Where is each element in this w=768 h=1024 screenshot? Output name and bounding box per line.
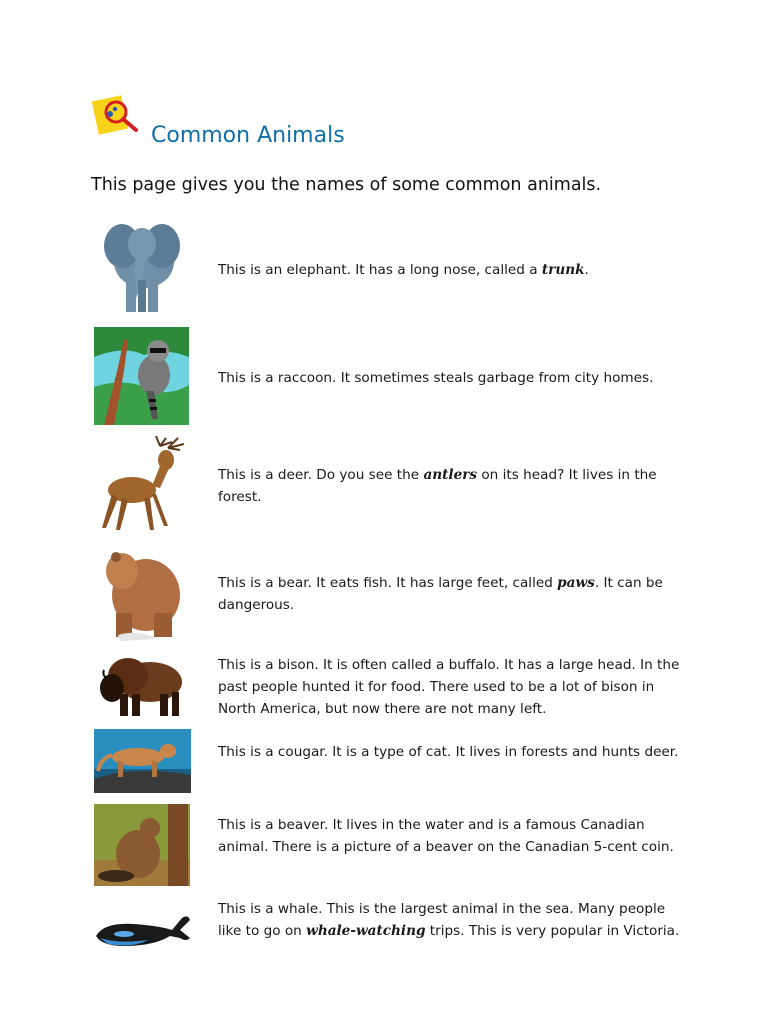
animal-description: This is a deer. Do you see the antlers on its head? It lives in the forest. (218, 467, 657, 505)
page-title: Common Animals (151, 123, 345, 148)
bear-icon (98, 543, 186, 641)
animal-description: This is a whale. This is the largest animal in the sea. Many people like to go on whale-watching trips. This is very popular in Victoria. (218, 901, 680, 939)
bison-icon (98, 652, 184, 718)
magnifier-animal-icon (92, 94, 152, 140)
cougar-icon (94, 729, 191, 793)
elephant-icon (100, 220, 182, 318)
beaver-icon (94, 804, 190, 886)
animal-description: This is an elephant. It has a long nose, called a trunk. (218, 262, 589, 278)
animal-description: This is a beaver. It lives in the water and is a famous Canadian animal. There is a picture of a beaver on the Canadian 5-cent coin. (218, 817, 674, 855)
animal-description: This is a bison. It is often called a buffalo. It has a large head. In the past people hunted it for food. There used to be a lot of bison in North America, but now there are not many left. (218, 657, 680, 717)
deer-icon (94, 436, 190, 532)
animal-description: This is a cougar. It is a type of cat. It lives in forests and hunts deer. (218, 744, 679, 760)
raccoon-icon (94, 327, 189, 425)
animal-description: This is a bear. It eats fish. It has large feet, called paws. It can be dangerous. (218, 575, 663, 613)
whale-icon (94, 910, 192, 952)
page-intro: This page gives you the names of some common animals. (91, 175, 602, 195)
animal-description: This is a raccoon. It sometimes steals garbage from city homes. (218, 370, 654, 386)
